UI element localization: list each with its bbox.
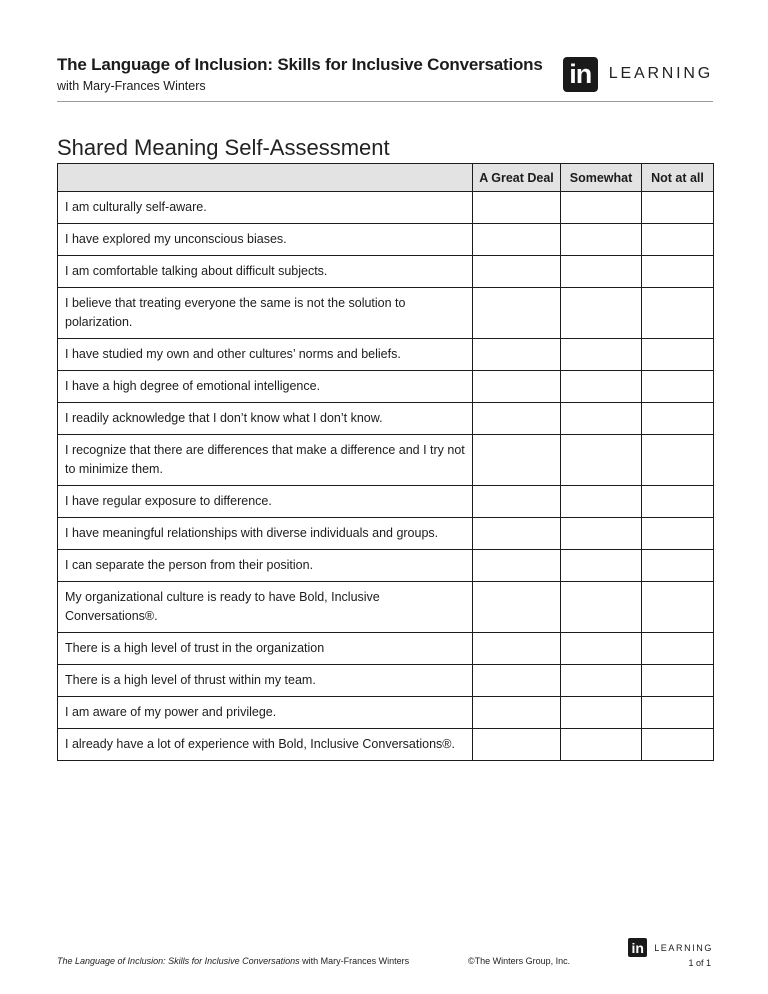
checkbox-cell-not-at-all[interactable] — [642, 633, 714, 665]
checkbox-cell-somewhat[interactable] — [561, 729, 642, 761]
checkbox-cell-somewhat[interactable] — [561, 224, 642, 256]
footer-linkedin-in-icon: in — [628, 938, 647, 957]
table-row — [58, 192, 714, 224]
checkbox-cell-not-at-all[interactable] — [642, 518, 714, 550]
checkbox-cell-somewhat[interactable] — [561, 697, 642, 729]
footer-credit — [57, 956, 409, 966]
table-row — [58, 697, 714, 729]
statement-text: I can separate the person from their position. — [58, 550, 473, 582]
checkbox-cell-somewhat[interactable] — [561, 486, 642, 518]
checkbox-cell-a-great-deal[interactable] — [473, 403, 561, 435]
checkbox-cell-a-great-deal[interactable] — [473, 192, 561, 224]
table-row — [58, 486, 714, 518]
checkbox-cell-not-at-all[interactable] — [642, 435, 714, 486]
table-row — [58, 256, 714, 288]
table-row — [58, 339, 714, 371]
checkbox-cell-somewhat[interactable] — [561, 550, 642, 582]
checkbox-cell-a-great-deal[interactable] — [473, 518, 561, 550]
checkbox-cell-a-great-deal[interactable] — [473, 486, 561, 518]
checkbox-cell-not-at-all[interactable] — [642, 486, 714, 518]
checkbox-cell-somewhat[interactable] — [561, 192, 642, 224]
checkbox-cell-not-at-all[interactable] — [642, 582, 714, 633]
checkbox-cell-a-great-deal[interactable] — [473, 697, 561, 729]
document-header — [57, 55, 713, 102]
statement-text: My organizational culture is ready to have Bold, Inclusive Conversations®. — [58, 582, 473, 633]
column-header-a-great-deal: A Great Deal — [473, 164, 561, 192]
linkedin-learning-logo — [563, 56, 713, 92]
statement-text: There is a high level of thrust within my team. — [58, 665, 473, 697]
table-row — [58, 403, 714, 435]
checkbox-cell-a-great-deal[interactable] — [473, 256, 561, 288]
statement-text: I have explored my unconscious biases. — [58, 224, 473, 256]
checkbox-cell-somewhat[interactable] — [561, 339, 642, 371]
statement-text: I am aware of my power and privilege. — [58, 697, 473, 729]
checkbox-cell-a-great-deal[interactable] — [473, 371, 561, 403]
statement-text: I have regular exposure to difference. — [58, 486, 473, 518]
footer-author: with Mary-Frances Winters — [299, 956, 410, 966]
checkbox-cell-somewhat[interactable] — [561, 518, 642, 550]
checkbox-cell-not-at-all[interactable] — [642, 550, 714, 582]
checkbox-cell-a-great-deal[interactable] — [473, 582, 561, 633]
page-title: Shared Meaning Self-Assessment — [57, 134, 390, 160]
checkbox-cell-a-great-deal[interactable] — [473, 665, 561, 697]
footer-copyright: ©The Winters Group, Inc. — [468, 956, 571, 966]
checkbox-cell-a-great-deal[interactable] — [473, 729, 561, 761]
footer-learning-wordmark: LEARNING — [654, 942, 713, 953]
statement-text: I already have a lot of experience with Bold, Inclusive Conversations®. — [58, 729, 473, 761]
statement-text: I have meaningful relationships with diverse individuals and groups. — [58, 518, 473, 550]
checkbox-cell-not-at-all[interactable] — [642, 729, 714, 761]
table-row — [58, 550, 714, 582]
checkbox-cell-a-great-deal[interactable] — [473, 550, 561, 582]
table-row — [58, 582, 714, 633]
checkbox-cell-somewhat[interactable] — [561, 256, 642, 288]
checkbox-cell-a-great-deal[interactable] — [473, 339, 561, 371]
checkbox-cell-not-at-all[interactable] — [642, 256, 714, 288]
checkbox-cell-not-at-all[interactable] — [642, 288, 714, 339]
table-row — [58, 288, 714, 339]
checkbox-cell-somewhat[interactable] — [561, 665, 642, 697]
linkedin-in-icon: in — [563, 57, 598, 92]
checkbox-cell-not-at-all[interactable] — [642, 697, 714, 729]
statement-text: I have a high degree of emotional intelligence. — [58, 371, 473, 403]
table-row — [58, 518, 714, 550]
table-row — [58, 224, 714, 256]
checkbox-cell-not-at-all[interactable] — [642, 192, 714, 224]
statement-text: I have studied my own and other cultures’ norms and beliefs. — [58, 339, 473, 371]
statement-text: I am culturally self-aware. — [58, 192, 473, 224]
checkbox-cell-a-great-deal[interactable] — [473, 633, 561, 665]
table-header-row — [58, 164, 714, 192]
checkbox-cell-not-at-all[interactable] — [642, 403, 714, 435]
checkbox-cell-not-at-all[interactable] — [642, 339, 714, 371]
learning-wordmark: LEARNING — [608, 65, 713, 82]
course-title: The Language of Inclusion: Skills for Inclusive Conversations — [57, 55, 543, 74]
footer-course-title: The Language of Inclusion: Skills for Inclusive Conversations — [57, 956, 300, 966]
statement-text: I recognize that there are differences that make a difference and I try not to minimize them. — [58, 435, 473, 486]
statement-text: There is a high level of trust in the organization — [58, 633, 473, 665]
checkbox-cell-a-great-deal[interactable] — [473, 435, 561, 486]
checkbox-cell-somewhat[interactable] — [561, 582, 642, 633]
page-number: 1 of 1 — [688, 958, 711, 968]
checkbox-cell-a-great-deal[interactable] — [473, 224, 561, 256]
footer-linkedin-learning-logo — [628, 938, 713, 957]
table-row — [58, 729, 714, 761]
column-header-somewhat: Somewhat — [561, 164, 642, 192]
checkbox-cell-somewhat[interactable] — [561, 435, 642, 486]
column-header-not-at-all: Not at all — [642, 164, 714, 192]
statement-text: I am comfortable talking about difficult subjects. — [58, 256, 473, 288]
checkbox-cell-not-at-all[interactable] — [642, 665, 714, 697]
checkbox-cell-somewhat[interactable] — [561, 288, 642, 339]
author-line: with Mary-Frances Winters — [57, 79, 206, 93]
table-row — [58, 371, 714, 403]
column-header-statement — [58, 164, 473, 192]
checkbox-cell-not-at-all[interactable] — [642, 371, 714, 403]
checkbox-cell-somewhat[interactable] — [561, 371, 642, 403]
checkbox-cell-not-at-all[interactable] — [642, 224, 714, 256]
table-row — [58, 665, 714, 697]
self-assessment-table — [57, 163, 714, 761]
table-row — [58, 435, 714, 486]
statement-text: I readily acknowledge that I don’t know what I don’t know. — [58, 403, 473, 435]
table-row — [58, 633, 714, 665]
checkbox-cell-a-great-deal[interactable] — [473, 288, 561, 339]
checkbox-cell-somewhat[interactable] — [561, 633, 642, 665]
statement-text: I believe that treating everyone the same is not the solution to polarization. — [58, 288, 473, 339]
checkbox-cell-somewhat[interactable] — [561, 403, 642, 435]
